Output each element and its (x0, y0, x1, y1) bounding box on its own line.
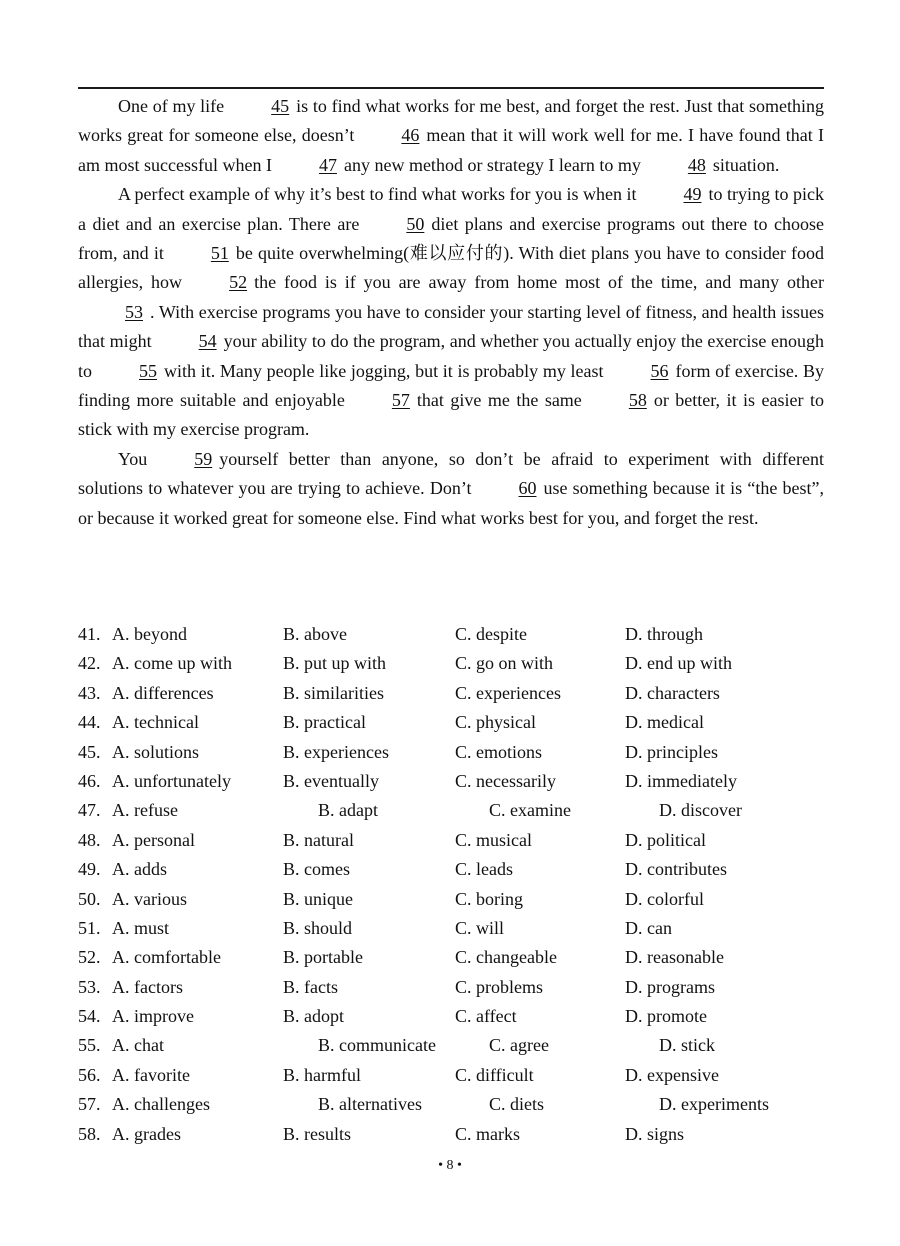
option-b: B. above (283, 624, 347, 644)
blank-48: 48 (687, 154, 706, 175)
option-c: C. examine (489, 800, 571, 821)
option-a: A. improve (112, 1006, 194, 1027)
option-d: D. experiments (659, 1094, 769, 1115)
option-a: A. solutions (112, 741, 200, 762)
option-b: B. practical (283, 712, 366, 733)
option-b: B. put up with (283, 653, 387, 674)
blank-58: 58 (628, 390, 647, 411)
option-c: C. leads (455, 859, 513, 880)
paragraph-1: One of my life 45 is to find what works for me best, and forget the rest. Just that something works great for someone else, doesn’t 46 mean that it will work well for me. I have found that I am most successful when I 47 any new method or strategy I learn to my 48 situation. (78, 92, 824, 180)
option-d: D. through (625, 624, 703, 644)
option-b: B. adopt (283, 1006, 344, 1027)
option-d: D. programs (625, 976, 715, 997)
blank-51: 51 (210, 243, 229, 264)
option-a: A. must (112, 917, 170, 938)
question-number: 55. (78, 1035, 101, 1056)
question-number: 50. (78, 888, 101, 909)
option-c: C. difficult (455, 1064, 534, 1085)
option-a: A. differences (112, 682, 214, 703)
question-number: 47. (78, 800, 101, 821)
option-b: B. adapt (318, 800, 378, 821)
question-number: 46. (78, 770, 101, 791)
option-c: C. diets (489, 1094, 545, 1115)
question-row-43 (78, 679, 838, 708)
option-c: C. necessarily (455, 770, 556, 791)
option-c: C. musical (455, 829, 532, 850)
option-c: C. emotions (455, 741, 543, 762)
question-row-44 (78, 708, 838, 737)
option-d: D. medical (625, 712, 704, 733)
option-b: B. communicate (318, 1035, 436, 1056)
option-b: B. comes (283, 859, 350, 880)
option-c: C. agree (489, 1035, 549, 1056)
option-a: A. various (112, 888, 187, 909)
question-row-49 (78, 855, 838, 884)
option-a: A. grades (112, 1123, 181, 1144)
question-number: 57. (78, 1094, 101, 1115)
question-row-55 (78, 1031, 838, 1060)
option-d: D. stick (659, 1035, 715, 1056)
option-a: A. technical (112, 712, 199, 733)
question-row-46 (78, 767, 838, 796)
question-number: 51. (78, 917, 101, 938)
question-row-50 (78, 885, 838, 914)
option-c: C. will (455, 917, 505, 938)
option-d: D. political (625, 829, 706, 850)
question-number: 52. (78, 947, 101, 968)
option-a: A. favorite (112, 1064, 190, 1085)
option-c: C. changeable (455, 947, 557, 968)
blank-49: 49 (683, 184, 702, 205)
option-c: C. go on with (455, 653, 554, 674)
option-a: A. comfortable (112, 947, 221, 968)
question-row-57 (78, 1090, 838, 1119)
question-row-54 (78, 1002, 838, 1031)
option-d: D. discover (659, 800, 742, 821)
question-row-58 (78, 1120, 838, 1149)
question-number: 49. (78, 859, 101, 880)
question-row-42 (78, 649, 838, 678)
blank-46: 46 (401, 125, 420, 146)
option-d: D. contributes (625, 859, 727, 880)
blank-50: 50 (406, 213, 425, 234)
question-number: 44. (78, 712, 101, 733)
option-b: B. portable (283, 947, 363, 968)
top-rule (78, 87, 824, 89)
option-c: C. physical (455, 712, 536, 733)
option-b: B. eventually (283, 770, 379, 791)
option-c: C. affect (455, 1006, 517, 1027)
question-row-53 (78, 973, 838, 1002)
option-c: C. problems (455, 976, 543, 997)
question-row-56 (78, 1061, 838, 1090)
question-row-45 (78, 738, 838, 767)
option-a: A. personal (112, 829, 195, 850)
blank-60: 60 (518, 478, 537, 499)
option-b: B. harmful (283, 1064, 361, 1085)
option-d: D. reasonable (625, 947, 724, 968)
question-row-52 (78, 943, 838, 972)
question-number: 56. (78, 1064, 101, 1085)
option-b: B. results (283, 1123, 352, 1144)
blank-55: 55 (139, 360, 158, 381)
option-d: D. characters (625, 682, 720, 703)
option-d: D. expensive (625, 1064, 719, 1085)
option-a: A. beyond (112, 624, 187, 644)
option-b: B. similarities (283, 682, 384, 703)
option-a: A. factors (112, 976, 183, 997)
option-d: D. immediately (625, 770, 737, 791)
page-number: • 8 • (438, 1158, 462, 1173)
passage (78, 92, 824, 533)
option-d: D. colorful (625, 888, 704, 909)
question-number: 43. (78, 682, 101, 703)
option-a: A. refuse (112, 800, 178, 821)
option-d: D. can (625, 917, 672, 938)
option-a: A. chat (112, 1035, 164, 1056)
question-number: 42. (78, 653, 101, 674)
option-b: B. experiences (283, 741, 389, 762)
option-b: B. facts (283, 976, 338, 997)
option-a: A. challenges (112, 1094, 210, 1115)
question-row-51 (78, 914, 838, 943)
blank-59: 59 (194, 448, 213, 469)
question-row-47 (78, 796, 838, 825)
option-a: A. adds (112, 859, 167, 880)
question-number: 45. (78, 741, 101, 762)
option-d: D. signs (625, 1123, 685, 1144)
option-a: A. come up with (112, 653, 232, 674)
question-number: 41. (78, 624, 101, 644)
options-list (78, 620, 838, 1149)
option-b: B. should (283, 917, 353, 938)
question-number: 58. (78, 1123, 101, 1144)
question-number: 48. (78, 829, 101, 850)
question-number: 53. (78, 976, 101, 997)
blank-56: 56 (650, 360, 669, 381)
option-a: A. unfortunately (112, 770, 231, 791)
blank-54: 54 (198, 331, 217, 352)
option-c: C. marks (455, 1123, 520, 1144)
option-c: C. experiences (455, 682, 561, 703)
option-c: C. boring (455, 888, 524, 909)
blank-52: 52 (229, 272, 248, 293)
option-b: B. alternatives (318, 1094, 422, 1115)
blank-53: 53 (125, 301, 143, 322)
option-b: B. unique (283, 888, 353, 909)
question-row-41 (78, 620, 838, 649)
option-d: D. end up with (625, 653, 732, 674)
option-d: D. principles (625, 741, 718, 762)
question-row-48 (78, 826, 838, 855)
blank-57: 57 (391, 390, 410, 411)
option-b: B. natural (283, 829, 354, 850)
option-d: D. promote (625, 1006, 707, 1027)
option-c: C. despite (455, 624, 527, 644)
blank-45: 45 (271, 96, 290, 116)
paragraph-2: A perfect example of why it’s best to find what works for you is when it 49 to trying to pick a diet and an exercise plan. There are 50 diet plans and exercise programs out there to choose from, and it 51 be quite overwhelming(难以应付的). With diet plans you have to consider food allergies, how 52 the food is if you are away from home most of the time, and many other53 . With exercise programs you have to consider your starting level of fitness, and health issues that might 54 your ability to do the program, and whether you actually enjoy the exercise enough to 55 with it. Many people like jogging, but it is probably my least 56 form of exercise. By finding more suitable and enjoyable 57 that give me the same 58 or better, it is easier to stick with my exercise program. (78, 180, 824, 445)
paragraph-3: You 59 yourself better than anyone, so don’t be afraid to experiment with different solutions to whatever you are trying to achieve. Don’t 60 use something because it is “the best”, or because it worked great for someone else. Find what works best for you, and forget the rest. (78, 445, 824, 533)
question-number: 54. (78, 1006, 101, 1027)
blank-47: 47 (318, 154, 337, 175)
